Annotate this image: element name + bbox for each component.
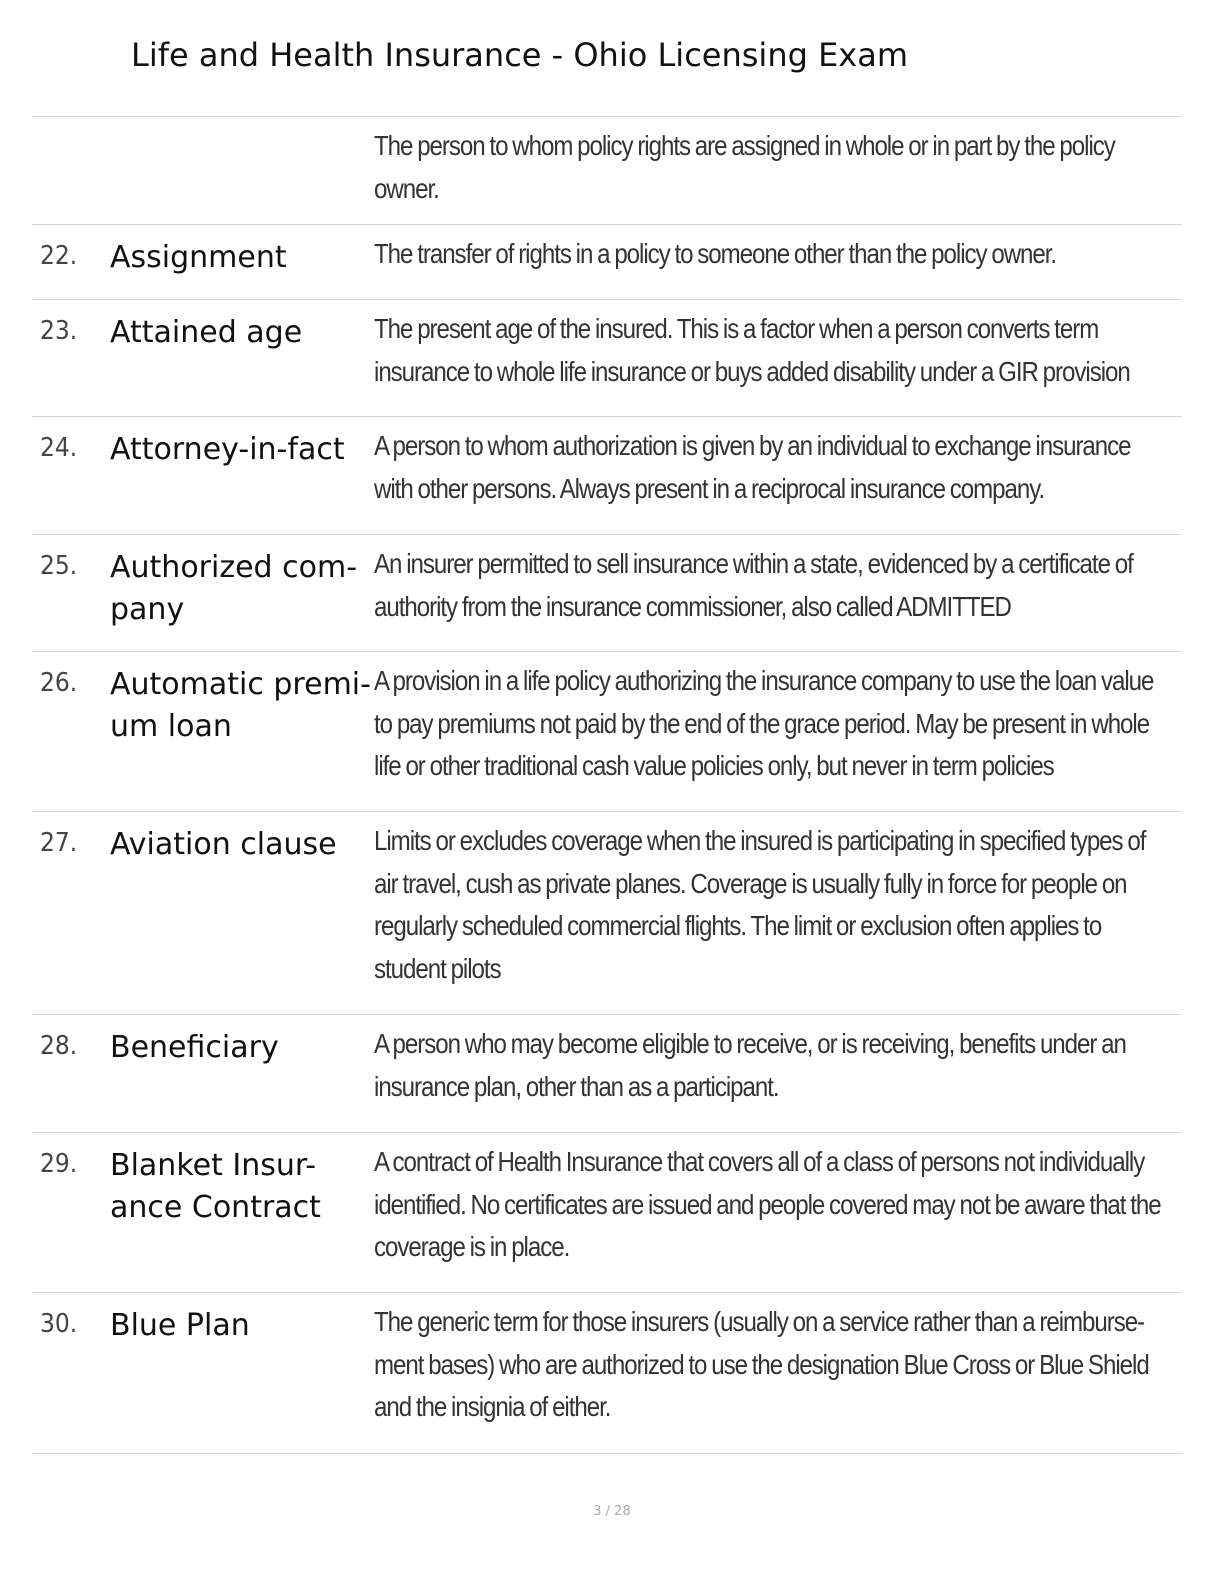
entry-number: 28.: [40, 1031, 78, 1061]
glossary-row: [32, 117, 1182, 225]
entry-number: 29.: [40, 1149, 78, 1179]
entry-definition: A provision in a life policy authorizing the insurance company to use the loan value to pay premiums not paid by the end of the grace period. May be present in whole life or other traditional cash value policies only, but never in term policies: [374, 665, 1154, 781]
entry-number: 30.: [40, 1309, 78, 1339]
entry-definition: The person to whom policy rights are assigned in whole or in part by the policy owner.: [374, 130, 1115, 204]
entry-term: Aviation clause: [110, 827, 337, 862]
glossary-row: [32, 417, 1182, 535]
page-number: 3 / 28: [593, 1504, 631, 1519]
entry-term: Attorney-in-fact: [110, 432, 345, 467]
entry-number: 27.: [40, 828, 78, 858]
glossary-row: [32, 1293, 1182, 1454]
entry-term: Assignment: [110, 240, 287, 275]
page-title: Life and Health Insurance - Ohio Licensing Exam: [131, 36, 909, 74]
entry-term: Attained age: [110, 315, 303, 350]
entry-definition: A person to whom authorization is given by an individual to exchange insurance with other persons. Always present in a reciprocal insurance company.: [374, 430, 1131, 504]
entry-number: 25.: [40, 551, 78, 581]
entry-term: Automatic premi-um loan: [110, 667, 371, 744]
entry-definition: The transfer of rights in a policy to someone other than the policy owner.: [374, 238, 1057, 269]
glossary-table: [32, 116, 1182, 1454]
entry-term: Beneficiary: [110, 1030, 279, 1065]
glossary-row: [32, 300, 1182, 417]
entry-definition: A contract of Health Insurance that covers all of a class of persons not individually identified. No certificates are issued and people covered may not be aware that the coverage is in place.: [374, 1146, 1161, 1262]
glossary-row: [32, 1015, 1182, 1133]
glossary-row: [32, 1133, 1182, 1293]
entry-number: 24.: [40, 433, 78, 463]
entry-term: [110, 125, 374, 224]
entry-number: 22.: [40, 241, 78, 271]
entry-number: 23.: [40, 316, 78, 346]
entry-term: Blanket Insur-ance Contract: [110, 1148, 321, 1225]
glossary-row: [32, 535, 1182, 652]
entry-number: [32, 125, 110, 224]
entry-number: 26.: [40, 668, 78, 698]
entry-definition: The generic term for those insurers (usually on a service rather than a reimburse-ment bases) who are authorized to use the designation Blue Cross or Blue Shield and the insignia of either.: [374, 1306, 1149, 1422]
glossary-row: [32, 652, 1182, 812]
entry-definition: An insurer permitted to sell insurance within a state, evidenced by a certificate of authority from the insurance commissioner, also called ADMITTED: [374, 548, 1133, 622]
entry-definition: The present age of the insured. This is a factor when a person converts term insurance to whole life insurance or buys added disability under a GIR provision: [374, 313, 1130, 387]
entry-term: Authorized com-pany: [110, 550, 358, 627]
entry-definition: A person who may become eligible to receive, or is receiving, benefits under an insurance plan, other than as a participant.: [374, 1028, 1126, 1102]
glossary-row: [32, 812, 1182, 1015]
entry-definition: Limits or excludes coverage when the insured is participating in specified types of air travel, cush as private planes. Coverage is usually fully in force for people on regularly scheduled commercial flights. The limit or exclusion often applies to student pilots: [374, 825, 1146, 984]
glossary-row: [32, 225, 1182, 300]
entry-term: Blue Plan: [110, 1308, 250, 1343]
